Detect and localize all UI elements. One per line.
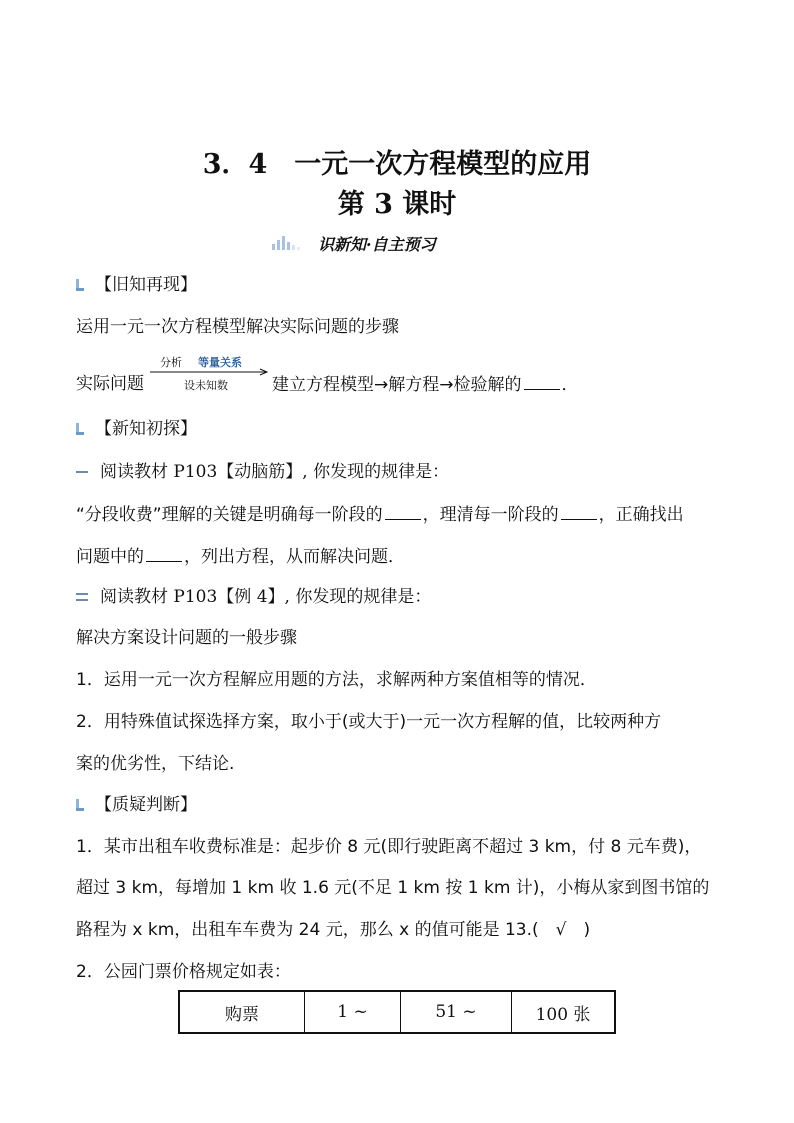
ticket-price-table	[178, 990, 616, 1034]
step-1: 1．运用一元一次方程解应用题的方法，求解两种方案值相等的情况．	[76, 670, 597, 690]
section-marker-icon	[76, 279, 85, 291]
answer-blank[interactable]	[524, 373, 560, 390]
answer-blank[interactable]	[146, 545, 182, 562]
flow-rest: 建立方程模型→解方程→检验解的 ．	[272, 375, 579, 395]
arrow-label-top-right: 等量关系	[198, 356, 242, 369]
question-1-line1: 1．某市出租车收费标准是：起步价 8 元(即行驶距离不超过 3 km，付 8 元车费)，	[76, 837, 702, 857]
arrow-label-bottom: 设未知数	[184, 379, 228, 392]
item1-title: 阅读教材 P103【动脑筋】, 你发现的规律是：	[76, 461, 449, 483]
page-subtitle: 第 3 课时	[337, 189, 457, 220]
answer-blank[interactable]	[561, 503, 597, 520]
table-cell: 1 ~	[305, 991, 401, 1033]
answer-blank[interactable]	[385, 503, 421, 520]
review-heading: 【旧知再现】	[76, 274, 197, 296]
table-cell: 购票	[179, 991, 305, 1033]
table-cell: 51 ~	[401, 991, 512, 1033]
section-marker-icon	[76, 799, 85, 811]
item1-paragraph-line1: “分段收费”理解的关键是明确每一阶段的 ，理清每一阶段的 ，正确找出	[76, 505, 684, 525]
table-row	[179, 991, 615, 1033]
question-1-line2: 超过 3 km，每增加 1 km 收 1.6 元(不足 1 km 按 1 km 计)，小梅从家到图书馆的	[76, 878, 710, 898]
review-intro: 运用一元一次方程模型解决实际问题的步骤	[76, 317, 399, 337]
explore-heading: 【新知初探】	[76, 418, 197, 440]
step-2-line1: 2．用特殊值试探选择方案，取小于(或大于)一元一次方程解的值，比较两种方	[76, 712, 662, 732]
item2-title: 阅读教材 P103【例 4】, 你发现的规律是：	[76, 586, 431, 608]
question-1-line3: 路程为 x km，出租车车费为 24 元，那么 x 的值可能是 13.( √ )	[76, 920, 591, 940]
item1-paragraph-line2: 问题中的 ，列出方程，从而解决问题．	[76, 547, 405, 567]
table-cell: 100 张	[512, 991, 616, 1033]
number-two-icon	[76, 591, 90, 603]
judge-heading: 【质疑判断】	[76, 794, 197, 816]
number-one-icon	[76, 466, 90, 478]
section-banner: 识新知·自主预习	[318, 235, 436, 254]
item2-subtitle: 解决方案设计问题的一般步骤	[76, 628, 297, 648]
flow-start: 实际问题	[76, 374, 144, 394]
banner-bars-icon	[272, 236, 312, 250]
page-title: 3．4 一元一次方程模型的应用	[202, 149, 592, 180]
step-2-line2: 案的优劣性，下结论.	[76, 754, 235, 774]
section-marker-icon	[76, 423, 85, 435]
arrow-label-top-left: 分析	[160, 356, 182, 369]
question-2: 2．公园门票价格规定如表：	[76, 962, 291, 982]
